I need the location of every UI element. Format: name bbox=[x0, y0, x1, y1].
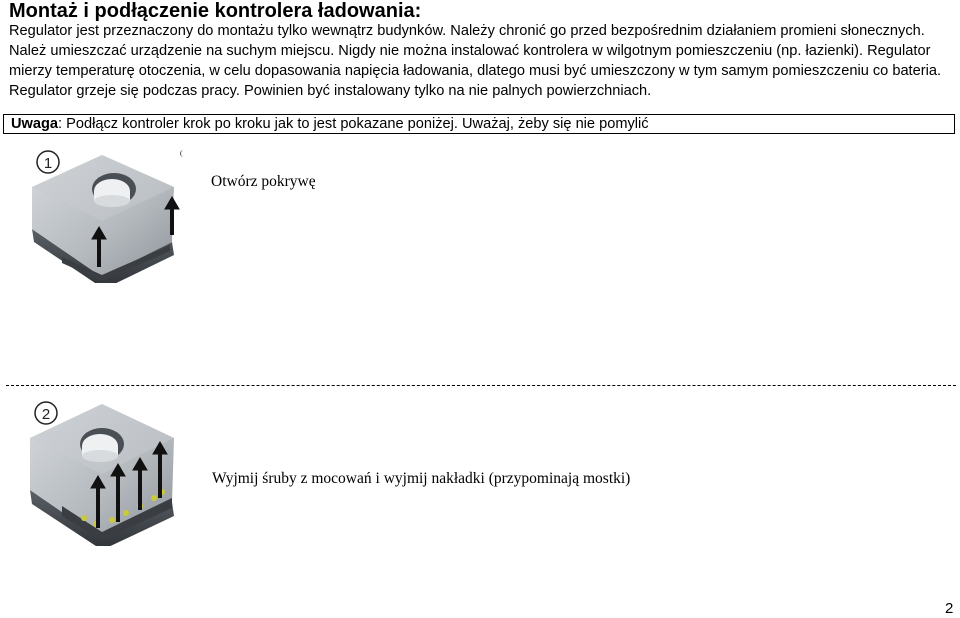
step-1-illustration bbox=[22, 147, 188, 283]
warning-text: : Podłącz kontroler krok po kroku jak to jest pokazane poniżej. Uważaj, żeby się nie pomylić bbox=[58, 116, 649, 132]
page-number: 2 bbox=[945, 600, 954, 617]
step-2-illustration bbox=[22, 398, 188, 546]
step-1-caption: Otwórz pokrywę bbox=[211, 173, 316, 190]
fragment-mark bbox=[180, 150, 185, 157]
step-number-badge bbox=[35, 402, 57, 424]
step-number: 2 bbox=[41, 406, 51, 423]
step-number: 1 bbox=[43, 155, 53, 172]
warning-label: Uwaga bbox=[11, 116, 59, 132]
dashed-separator bbox=[6, 385, 956, 386]
step-2-caption: Wyjmij śruby z mocowań i wyjmij nakładki (przypominają mostki) bbox=[212, 470, 631, 487]
intro-paragraph bbox=[9, 21, 959, 101]
intro-line: Należ umieszczać urządzenie na suchym miejscu. Nigdy nie można instalować kontrolera w wilgotnym pomieszczeniu (np. łazienki). Regulator bbox=[9, 43, 931, 59]
intro-line: Regulator jest przeznaczony do montażu tylko wewnątrz budynków. Należy chronić go przed bezpośrednim działaniem promieni słonecznych. bbox=[9, 23, 925, 39]
section-heading: Montaż i podłączenie kontrolera ładowania: bbox=[9, 0, 422, 22]
warning-box bbox=[3, 114, 955, 134]
step-number-badge bbox=[37, 151, 59, 173]
intro-line: mierzy temperaturę otoczenia, w celu dopasowania napięcia ładowania, dlatego musi być umieszczony w tym samym pomieszczeniu co bateria. bbox=[9, 63, 942, 79]
intro-line: Regulator grzeje się podczas pracy. Powinien być instalowany tylko na nie palnych powierzchniach. bbox=[9, 83, 652, 99]
